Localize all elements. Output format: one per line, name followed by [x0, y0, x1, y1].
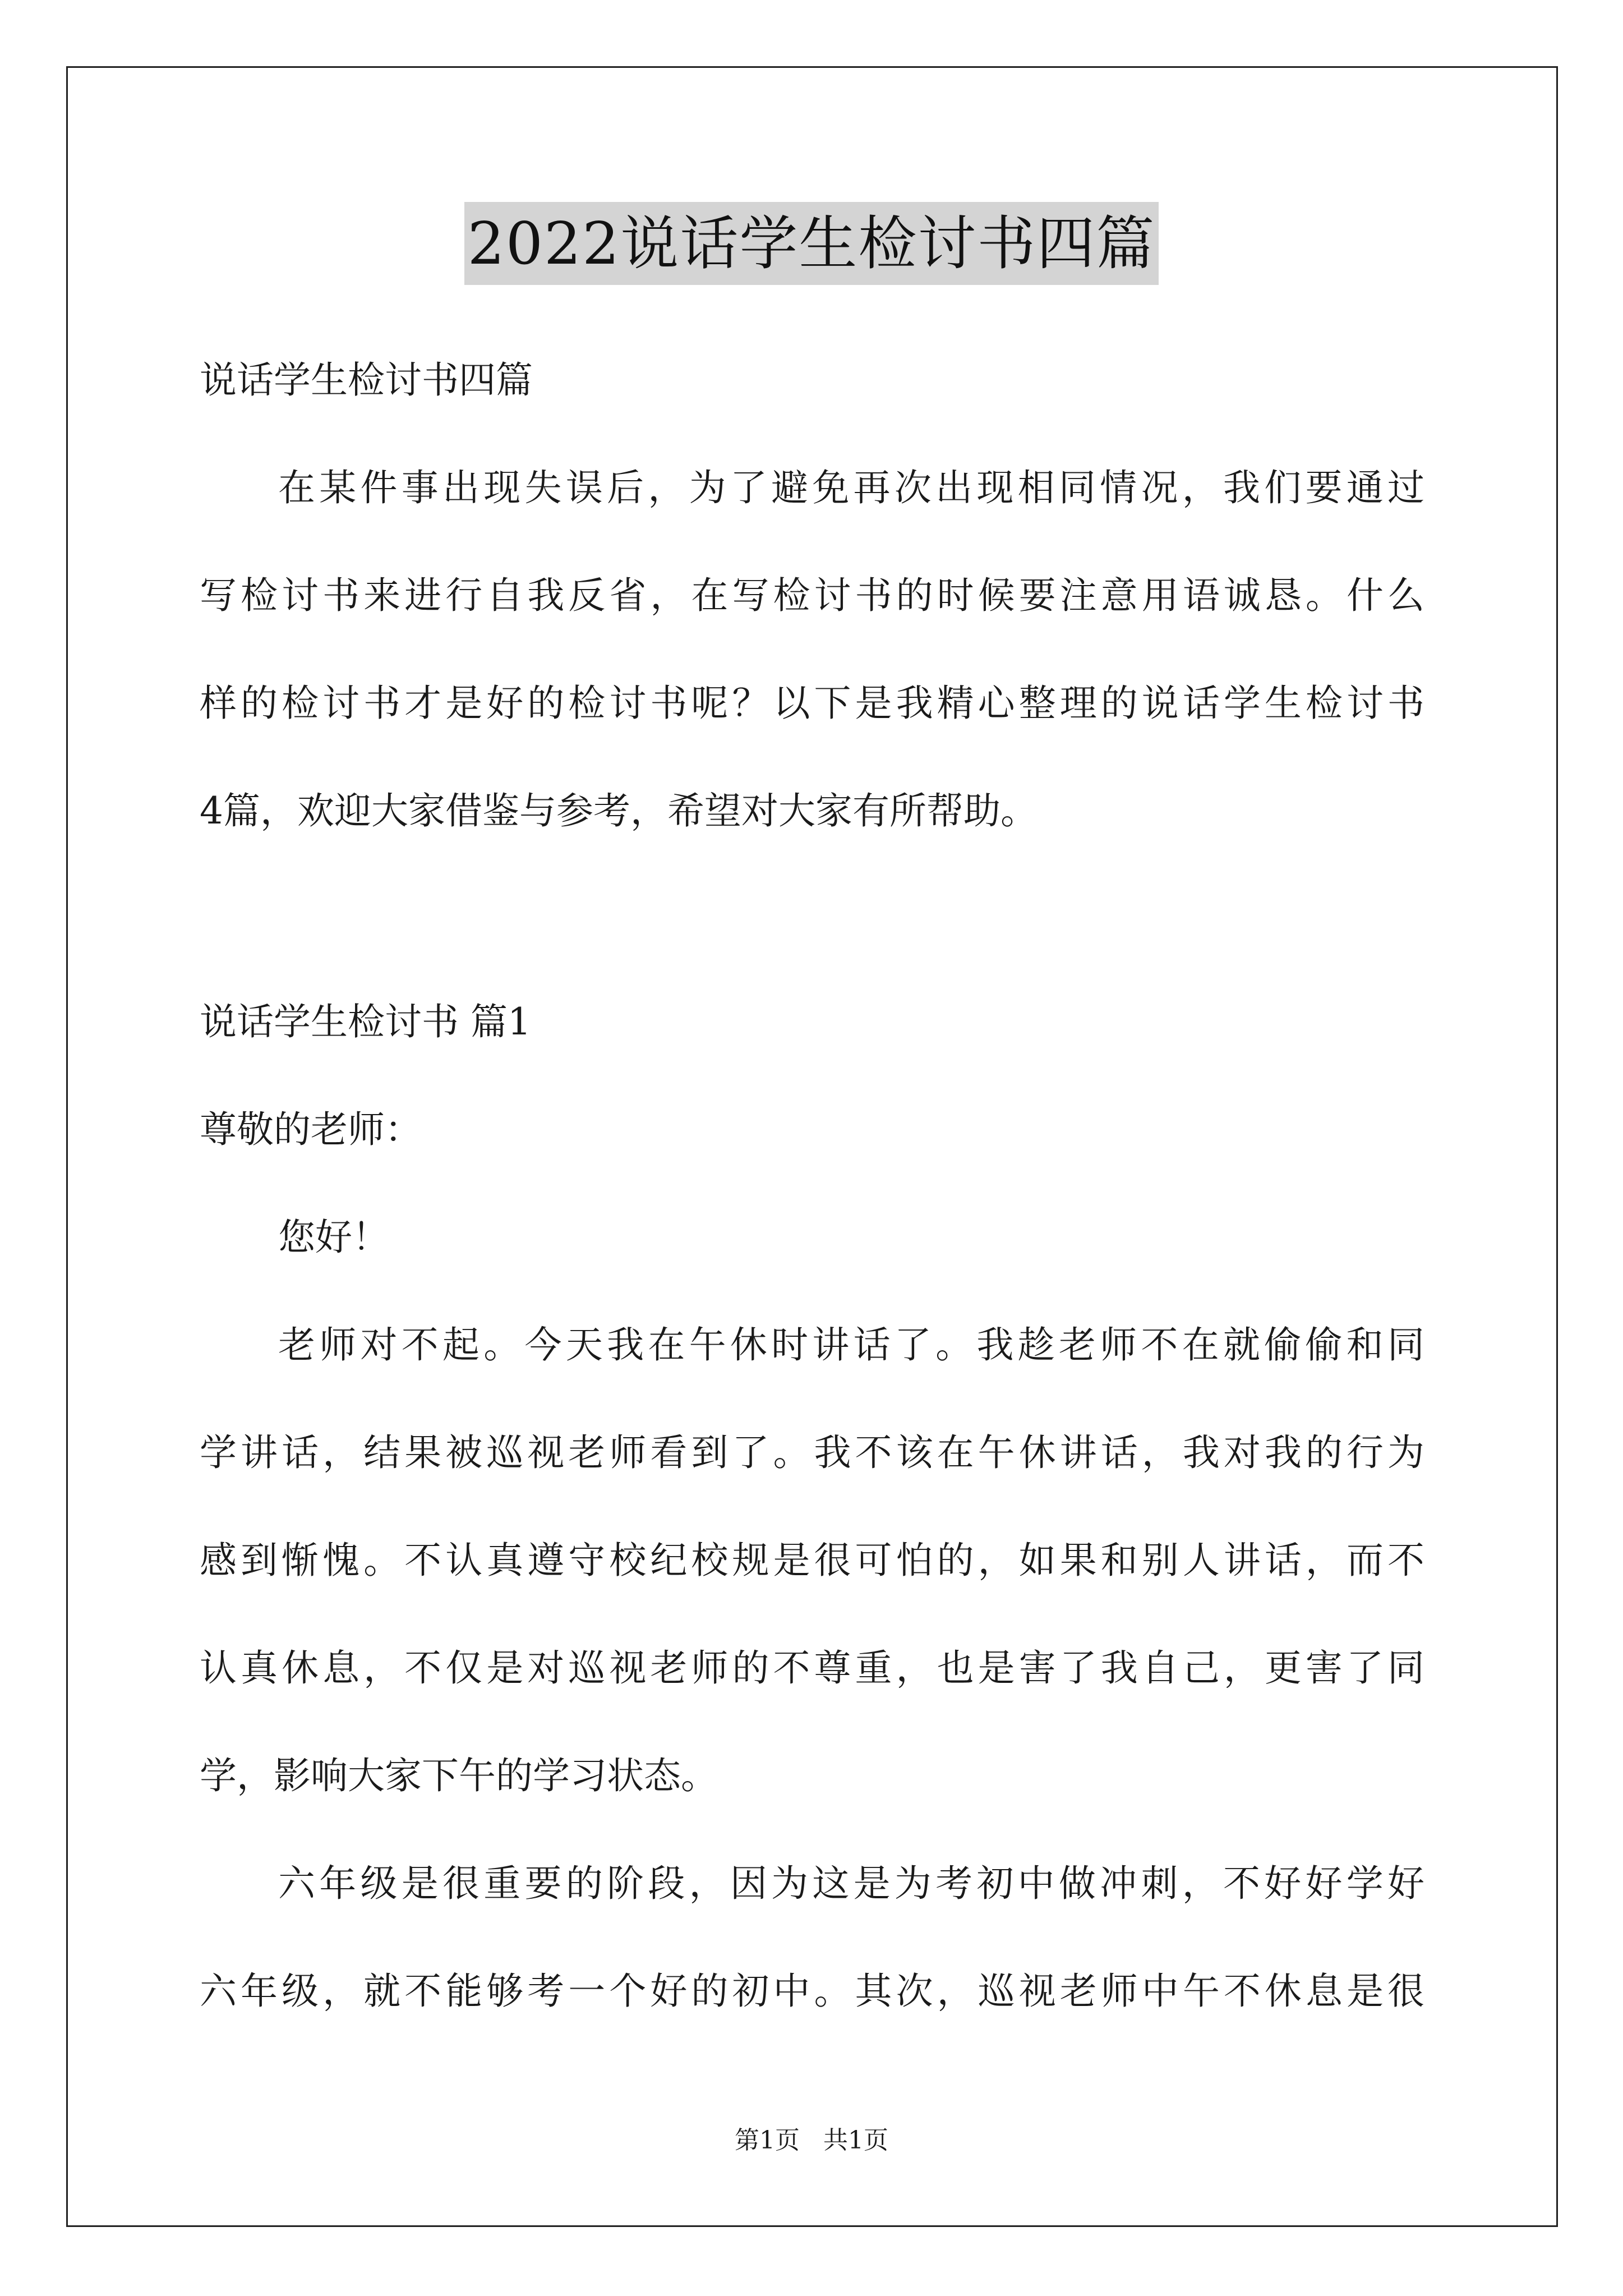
body-line: 六年级是很重要的阶段，因为这是为考初中做冲刺，不好好学好: [278, 1862, 1424, 1905]
page-total: 共1页: [823, 2126, 888, 2155]
body-line: 学讲话，结果被巡视老师看到了。我不该在午休讲话，我对我的行为: [200, 1431, 1424, 1474]
document-subtitle: 说话学生检讨书四篇: [200, 358, 533, 402]
intro-line: 写检讨书来进行自我反省，在写检讨书的时候要注意用语诚恳。什么: [200, 574, 1424, 617]
page-number: 第1页: [735, 2126, 800, 2155]
intro-line: 4篇，欢迎大家借鉴与参考，希望对大家有所帮助。: [200, 789, 1038, 832]
body-line: 六年级，就不能够考一个好的初中。其次，巡视老师中午不休息是很: [200, 1970, 1424, 2013]
intro-line: 样的检讨书才是好的检讨书呢？以下是我精心整理的说话学生检讨书: [200, 682, 1424, 725]
section-heading: 说话学生检讨书 篇1: [200, 1000, 531, 1043]
salutation: 尊敬的老师：: [200, 1108, 422, 1151]
greeting: 您好！: [278, 1216, 389, 1259]
body-line: 学，影响大家下午的学习状态。: [200, 1754, 718, 1797]
intro-line: 在某件事出现失误后，为了避免再次出现相同情况，我们要通过: [278, 466, 1424, 509]
body-line: 感到惭愧。不认真遵守校纪校规是很可怕的，如果和别人讲话，而不: [200, 1539, 1424, 1582]
title-container: [0, 202, 1623, 285]
body-line: 老师对不起。今天我在午休时讲话了。我趁老师不在就偷偷和同: [278, 1323, 1424, 1366]
body-line: 认真休息，不仅是对巡视老师的不尊重，也是害了我自己，更害了同: [200, 1646, 1424, 1690]
page-footer: [0, 2125, 1623, 2156]
document-title: 2022说话学生检讨书四篇: [464, 202, 1159, 285]
